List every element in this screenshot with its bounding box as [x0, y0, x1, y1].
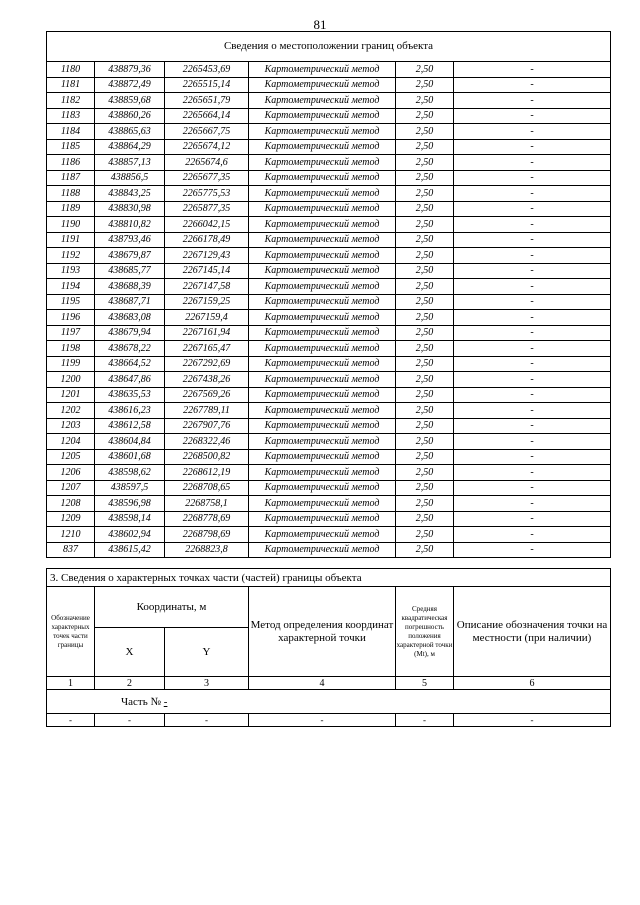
table-cell: -: [454, 263, 611, 279]
table-cell: 2,50: [396, 248, 454, 264]
table-cell: 2,50: [396, 232, 454, 248]
table-cell: 2265877,35: [165, 201, 249, 217]
table-cell: Картометрический метод: [249, 542, 396, 558]
part-label: Часть №: [121, 695, 161, 708]
table-row: [47, 62, 611, 78]
table-row: [47, 372, 611, 388]
method-header: Метод определения координат характерной точки: [249, 587, 396, 677]
table-cell: 2,50: [396, 124, 454, 140]
table-cell: -: [454, 434, 611, 450]
table-cell: -: [47, 714, 95, 727]
table-cell: 2267789,11: [165, 403, 249, 419]
table-cell: Картометрический метод: [249, 341, 396, 357]
table-cell: Картометрический метод: [249, 248, 396, 264]
table-cell: -: [454, 77, 611, 93]
table-cell: Картометрический метод: [249, 62, 396, 78]
table-row: [47, 496, 611, 512]
table-cell: 438602,94: [95, 527, 165, 543]
table-row: [47, 232, 611, 248]
table-cell: Картометрический метод: [249, 155, 396, 171]
table-cell: 438685,77: [95, 263, 165, 279]
table-cell: 438664,52: [95, 356, 165, 372]
table-cell: 2,50: [396, 527, 454, 543]
table-cell: 2,50: [396, 170, 454, 186]
table-cell: 2,50: [396, 139, 454, 155]
table-cell: -: [454, 496, 611, 512]
table-cell: 1195: [47, 294, 95, 310]
table-cell: 438683,08: [95, 310, 165, 326]
table-cell: -: [454, 403, 611, 419]
col-number: 2: [95, 677, 165, 690]
table-cell: 2,50: [396, 263, 454, 279]
table-cell: 2,50: [396, 201, 454, 217]
table-cell: 2,50: [396, 108, 454, 124]
table-cell: Картометрический метод: [249, 449, 396, 465]
table-cell: 2265667,75: [165, 124, 249, 140]
table-row: [47, 418, 611, 434]
table-cell: 2267129,43: [165, 248, 249, 264]
table-cell: Картометрический метод: [249, 186, 396, 202]
table-cell: -: [454, 232, 611, 248]
table-row: [47, 434, 611, 450]
table-cell: 1186: [47, 155, 95, 171]
coordinates-header: Координаты, м: [95, 587, 249, 628]
table-cell: -: [249, 714, 396, 727]
table-cell: 1210: [47, 527, 95, 543]
table-cell: 1191: [47, 232, 95, 248]
table-cell: -: [454, 310, 611, 326]
table-cell: -: [454, 93, 611, 109]
table-cell: 438616,23: [95, 403, 165, 419]
table-cell: 438688,39: [95, 279, 165, 295]
table-cell: 2,50: [396, 77, 454, 93]
table-row: [47, 511, 611, 527]
table-cell: 2268612,19: [165, 465, 249, 481]
table-cell: Картометрический метод: [249, 170, 396, 186]
table-cell: 2,50: [396, 279, 454, 295]
table-cell: 438615,42: [95, 542, 165, 558]
table-cell: 1197: [47, 325, 95, 341]
table-cell: 2,50: [396, 325, 454, 341]
table-cell: 2,50: [396, 496, 454, 512]
table-cell: 2267159,4: [165, 310, 249, 326]
table-row: [47, 356, 611, 372]
table-row: [47, 217, 611, 233]
table-cell: 1187: [47, 170, 95, 186]
table-cell: -: [454, 372, 611, 388]
table-cell: 1189: [47, 201, 95, 217]
table-cell: 2267165,47: [165, 341, 249, 357]
table-cell: 2,50: [396, 449, 454, 465]
table-row: [47, 325, 611, 341]
table-cell: 438864,29: [95, 139, 165, 155]
table-cell: -: [454, 201, 611, 217]
table-cell: Картометрический метод: [249, 217, 396, 233]
table-cell: -: [454, 325, 611, 341]
table-cell: 1205: [47, 449, 95, 465]
col-number: 4: [249, 677, 396, 690]
table-cell: 438679,94: [95, 325, 165, 341]
table-cell: 1180: [47, 62, 95, 78]
table-row: [47, 480, 611, 496]
table-cell: 2,50: [396, 511, 454, 527]
col-point-designation-header: Обозначение характерных точек части границы: [47, 587, 95, 677]
table-cell: 1198: [47, 341, 95, 357]
table-cell: Картометрический метод: [249, 294, 396, 310]
table-cell: 2,50: [396, 217, 454, 233]
table-row: [47, 170, 611, 186]
table-cell: Картометрический метод: [249, 496, 396, 512]
table-cell: 438879,36: [95, 62, 165, 78]
x-header: X: [95, 628, 165, 677]
table-cell: 438647,86: [95, 372, 165, 388]
table-cell: 438793,46: [95, 232, 165, 248]
table-cell: Картометрический метод: [249, 527, 396, 543]
table-cell: 438857,13: [95, 155, 165, 171]
page-number: 81: [313, 17, 327, 32]
table-cell: 1199: [47, 356, 95, 372]
table-cell: 2,50: [396, 155, 454, 171]
table-cell: -: [454, 418, 611, 434]
table-cell: Картометрический метод: [249, 356, 396, 372]
table-cell: Картометрический метод: [249, 418, 396, 434]
table-row: [47, 155, 611, 171]
table-row: [47, 465, 611, 481]
table-cell: -: [454, 511, 611, 527]
table-cell: -: [454, 449, 611, 465]
table-cell: 2268798,69: [165, 527, 249, 543]
table-row: [47, 108, 611, 124]
table-row: [47, 186, 611, 202]
table-cell: 438679,87: [95, 248, 165, 264]
table-cell: 1184: [47, 124, 95, 140]
table-cell: Картометрический метод: [249, 403, 396, 419]
table-row: [47, 139, 611, 155]
description-header: Описание обозначения точки на местности (при наличии): [454, 587, 611, 677]
table-cell: 1201: [47, 387, 95, 403]
table-cell: Картометрический метод: [249, 263, 396, 279]
col-number: 5: [396, 677, 454, 690]
table-cell: 438596,98: [95, 496, 165, 512]
table-cell: -: [454, 294, 611, 310]
table-cell: 2,50: [396, 434, 454, 450]
col-number: 3: [165, 677, 249, 690]
table-cell: -: [95, 714, 165, 727]
table-cell: 2266178,49: [165, 232, 249, 248]
table-cell: 1196: [47, 310, 95, 326]
table-cell: Картометрический метод: [249, 511, 396, 527]
table-cell: Картометрический метод: [249, 310, 396, 326]
table-cell: 438598,14: [95, 511, 165, 527]
table-cell: 2,50: [396, 418, 454, 434]
table-cell: 1183: [47, 108, 95, 124]
part-label-row: [47, 690, 611, 714]
table-row: [47, 449, 611, 465]
table-cell: Картометрический метод: [249, 77, 396, 93]
table-cell: 2,50: [396, 93, 454, 109]
table-cell: 2,50: [396, 372, 454, 388]
table-row: [47, 93, 611, 109]
table-cell: 1200: [47, 372, 95, 388]
table-cell: 2267145,14: [165, 263, 249, 279]
table-cell: Картометрический метод: [249, 108, 396, 124]
table-cell: Картометрический метод: [249, 232, 396, 248]
table-cell: 1207: [47, 480, 95, 496]
table-cell: 2265775,53: [165, 186, 249, 202]
y-header: Y: [165, 628, 249, 677]
table-cell: 2265677,35: [165, 170, 249, 186]
table-row: [47, 310, 611, 326]
table-cell: 2268500,82: [165, 449, 249, 465]
table-row: [47, 403, 611, 419]
table-cell: 438604,84: [95, 434, 165, 450]
table-cell: 2265674,12: [165, 139, 249, 155]
table-cell: 2265453,69: [165, 62, 249, 78]
table-cell: 2,50: [396, 356, 454, 372]
table-cell: -: [454, 217, 611, 233]
table-cell: 2266042,15: [165, 217, 249, 233]
table-cell: 1206: [47, 465, 95, 481]
table-cell: 2,50: [396, 403, 454, 419]
table-cell: -: [454, 356, 611, 372]
table-cell: 438598,62: [95, 465, 165, 481]
table-cell: Картометрический метод: [249, 480, 396, 496]
table-cell: Картометрический метод: [249, 387, 396, 403]
table-cell: -: [454, 279, 611, 295]
table-cell: -: [454, 480, 611, 496]
table-cell: 438843,25: [95, 186, 165, 202]
table-cell: 1188: [47, 186, 95, 202]
table-cell: 1194: [47, 279, 95, 295]
table-cell: 1190: [47, 217, 95, 233]
table-cell: -: [454, 186, 611, 202]
table-cell: 2265664,14: [165, 108, 249, 124]
table-cell: 2,50: [396, 294, 454, 310]
table-cell: 438678,22: [95, 341, 165, 357]
table-cell: -: [454, 527, 611, 543]
table-cell: 2268778,69: [165, 511, 249, 527]
table-cell: 438687,71: [95, 294, 165, 310]
table-row: [47, 527, 611, 543]
table-cell: 2,50: [396, 480, 454, 496]
table-cell: 2268823,8: [165, 542, 249, 558]
error-header: Средняя квадратическая погрешность положения характерной точки (Мt), м: [396, 587, 454, 677]
table-cell: -: [454, 124, 611, 140]
table-cell: 2,50: [396, 465, 454, 481]
table-cell: -: [396, 714, 454, 727]
table-cell: Картометрический метод: [249, 201, 396, 217]
table-cell: 438810,82: [95, 217, 165, 233]
table-row: [47, 341, 611, 357]
table-cell: 2,50: [396, 341, 454, 357]
table-cell: 438860,26: [95, 108, 165, 124]
table-cell: 438856,5: [95, 170, 165, 186]
table-row: [47, 387, 611, 403]
boundary-points-table: [46, 31, 611, 558]
table-cell: 2267159,25: [165, 294, 249, 310]
table-row: [47, 77, 611, 93]
table-cell: 2265651,79: [165, 93, 249, 109]
table-cell: Картометрический метод: [249, 139, 396, 155]
table-row: [47, 263, 611, 279]
table-cell: 2268758,1: [165, 496, 249, 512]
table-cell: 2,50: [396, 542, 454, 558]
table-cell: -: [454, 714, 611, 727]
table-cell: 438859,68: [95, 93, 165, 109]
table-cell: 2268322,46: [165, 434, 249, 450]
table-cell: Картометрический метод: [249, 434, 396, 450]
table-cell: 1192: [47, 248, 95, 264]
table-cell: 1193: [47, 263, 95, 279]
table-cell: -: [454, 248, 611, 264]
table-cell: 1185: [47, 139, 95, 155]
section-title: Сведения о местоположении границ объекта: [47, 32, 611, 62]
table-cell: -: [454, 170, 611, 186]
table-cell: -: [165, 714, 249, 727]
table-cell: 837: [47, 542, 95, 558]
table-cell: 1208: [47, 496, 95, 512]
table-cell: 2267147,58: [165, 279, 249, 295]
table-cell: Картометрический метод: [249, 93, 396, 109]
part-points-table: [46, 568, 611, 727]
table-cell: -: [454, 465, 611, 481]
table-cell: Картометрический метод: [249, 124, 396, 140]
col-number: 1: [47, 677, 95, 690]
table-cell: Картометрический метод: [249, 372, 396, 388]
table-cell: 2,50: [396, 186, 454, 202]
table-cell: 2267292,69: [165, 356, 249, 372]
table-cell: 2268708,65: [165, 480, 249, 496]
table-row: [47, 294, 611, 310]
table-cell: 438612,58: [95, 418, 165, 434]
table-cell: 438872,49: [95, 77, 165, 93]
table-row: [47, 201, 611, 217]
part-number: -: [163, 695, 168, 708]
table-cell: 2,50: [396, 387, 454, 403]
col-number: 6: [454, 677, 611, 690]
table-cell: 2267438,26: [165, 372, 249, 388]
table-cell: 438830,98: [95, 201, 165, 217]
table-cell: -: [454, 341, 611, 357]
table-row: [47, 279, 611, 295]
table-cell: Картометрический метод: [249, 279, 396, 295]
table-cell: 1204: [47, 434, 95, 450]
table-cell: -: [454, 387, 611, 403]
table-cell: 2267569,26: [165, 387, 249, 403]
table-row: [47, 248, 611, 264]
section-3-title: 3. Сведения о характерных точках части (частей) границы объекта: [47, 569, 611, 587]
table-cell: 2265515,14: [165, 77, 249, 93]
table-cell: -: [454, 62, 611, 78]
table-cell: Картометрический метод: [249, 325, 396, 341]
table-cell: 438865,63: [95, 124, 165, 140]
table-cell: 2,50: [396, 62, 454, 78]
table-cell: 1181: [47, 77, 95, 93]
table-cell: -: [454, 542, 611, 558]
table-row: [47, 124, 611, 140]
table-cell: -: [454, 108, 611, 124]
table-cell: 1203: [47, 418, 95, 434]
table-cell: 1202: [47, 403, 95, 419]
table-cell: 1209: [47, 511, 95, 527]
table-cell: 438601,68: [95, 449, 165, 465]
table-cell: 2,50: [396, 310, 454, 326]
table-cell: 2267907,76: [165, 418, 249, 434]
table-cell: 2265674,6: [165, 155, 249, 171]
table-cell: Картометрический метод: [249, 465, 396, 481]
table-cell: -: [454, 139, 611, 155]
table-row: [47, 542, 611, 558]
table-cell: 1182: [47, 93, 95, 109]
table-cell: 2267161,94: [165, 325, 249, 341]
table-cell: 438597,5: [95, 480, 165, 496]
table-cell: -: [454, 155, 611, 171]
table-cell: 438635,53: [95, 387, 165, 403]
